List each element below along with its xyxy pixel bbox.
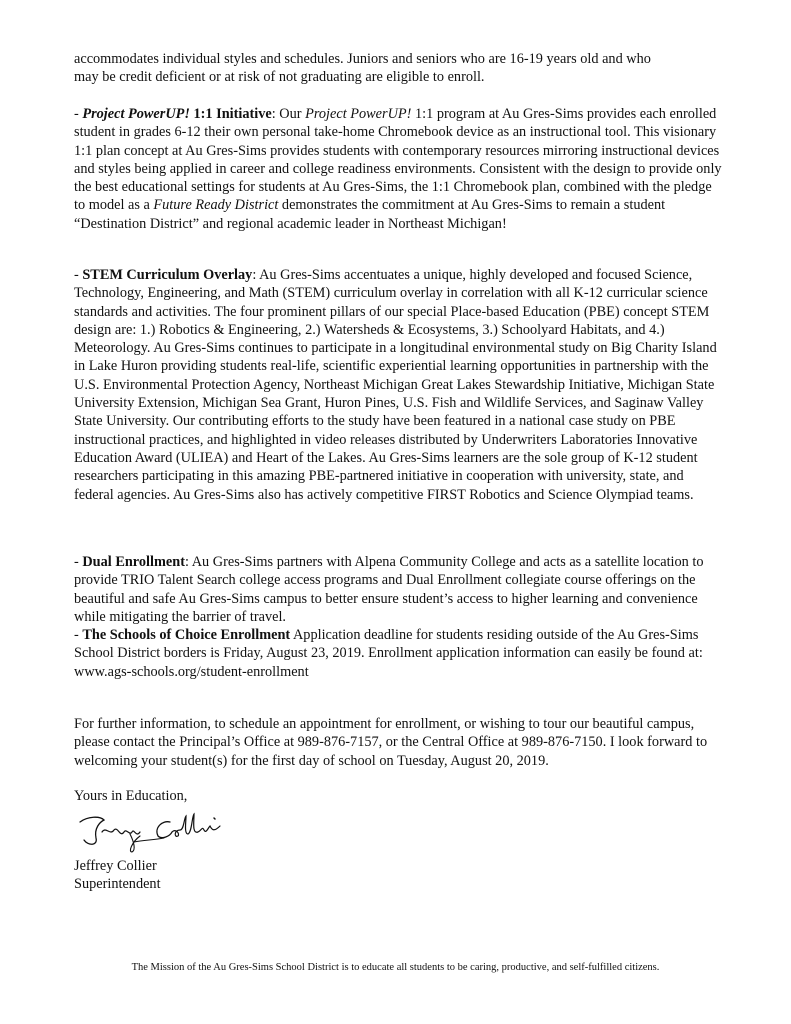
powerup-title-italic: Project PowerUP! xyxy=(82,106,190,122)
salutation xyxy=(74,787,724,805)
schools-of-choice-paragraph xyxy=(74,626,724,681)
stem-title: STEM Curriculum Overlay xyxy=(82,267,253,283)
signer-name: Jeffrey Collier xyxy=(74,858,157,874)
powerup-program-name: Project PowerUP! xyxy=(305,106,412,122)
salutation-text: Yours in Education, xyxy=(74,788,188,804)
schools-of-choice-body: deadline for students residing outside of the Au Gres-Sims School District borders is Friday, August 23, 2019. Enrollment application information can easily be found at: www.ags-schools.org/student-enrollment xyxy=(74,627,703,680)
closing-text: For further information, to schedule an appointment for enrollment, or wishing to tour our beautiful campus, please contact the Principal’s Office at 989-876-7157, or the Central Office at 989-876-7150. I look forward to welcoming your student(s) for the first day of school on Tuesday, August 20, 2019. xyxy=(74,716,708,769)
signer-block xyxy=(74,857,724,894)
closing-paragraph xyxy=(74,715,724,770)
bullet-dash: - xyxy=(74,267,83,283)
intro-line-2: may be credit deficient or at risk of not graduating are eligible to enroll. xyxy=(74,69,485,86)
schools-of-choice-title-rest: Application xyxy=(290,627,361,643)
powerup-paragraph xyxy=(74,105,724,233)
stem-paragraph xyxy=(74,266,724,504)
signer-title: Superintendent xyxy=(74,876,161,893)
intro-line-1: accommodates individual styles and schedules. Juniors and seniors who are 16-19 years old and who xyxy=(74,51,651,67)
bullet-dash: - xyxy=(74,554,83,570)
dual-enrollment-body: : Au Gres-Sims partners with Alpena Community College and acts as a satellite location to provide TRIO Talent Search college access programs and Dual Enrollment collegiate course offerings on the beautiful and safe Au Gres-Sims campus to better ensure student’s access to higher learning and convenience while mitigating the barrier of travel. xyxy=(74,554,704,625)
dual-enrollment-title: Dual Enrollment xyxy=(82,554,185,570)
powerup-lead: : Our xyxy=(271,106,306,122)
dual-enrollment-paragraph xyxy=(74,553,724,626)
schools-of-choice-title: The Schools of Choice Enrollment xyxy=(82,627,291,643)
stem-body: : Au Gres-Sims accentuates a unique, highly developed and focused Science, Technology, Engineering, and Math (STEM) curriculum overlay in correlation with all K-12 curricular science standards and activities. The four prominent pillars of our special Place-based Education (PBE) concept STEM design are: 1.) Robotics & Engineering, 2.) Watersheds & Ecosystems, 3.) Schoolyard Habitats, and 4.) Meteorology. Au Gres-Sims continues to participate in a longitudinal environmental study on Big Charity Island in Lake Huron providing students real-life, scientific experiential learning opportunities in partnership with the U.S. Environmental Protection Agency, Northeast Michigan Great Lakes Stewardship Initiative, Michigan State University Extension, Michigan Sea Grant, Huron Pines, U.S. Fish and Wildlife Services, and Saginaw Valley State University. Our contributing efforts to the study have been featured in a national case study on PBE instructional practices, and highlighted in video releases distributed by Underwriters Laboratories Innovative Education Award (ULIEA) and Heart of the Lakes. Au Gres-Sims learners are the sole group of K-12 student researchers participating in this amazing PBE-partnered initiative in cooperation with university, state, and federal agencies. Au Gres-Sims also has actively competitive FIRST Robotics and Science Olympiad teams. xyxy=(74,267,717,503)
powerup-body-2: demonstrates the commitment at Au Gres-Sims to remain a student “Destination District” and regional academic leader in Northeast Michigan! xyxy=(74,197,666,232)
future-ready-district: Future Ready District xyxy=(153,197,279,214)
mission-footer: The Mission of the Au Gres-Sims School District is to educate all students to be caring, productive, and self-fulfilled citizens. xyxy=(131,962,660,973)
bullet-dash: - xyxy=(74,627,83,643)
bullet-dash: - xyxy=(74,106,83,122)
handwritten-signature xyxy=(74,808,224,854)
powerup-body-1: 1:1 program at Au Gres-Sims provides each enrolled student in grades 6-12 their own personal take-home Chromebook device as an instructional tool. This visionary 1:1 plan concept at Au Gres-Sims provides students with contemporary resources mirroring instructional devices and styles being applied in career and college readiness environments. Consistent with the design to provide only the best educational settings for students at Au Gres-Sims, the 1:1 Chromebook plan, combined with the pledge to model as a xyxy=(74,106,722,214)
powerup-title-bold: 1:1 Initiative xyxy=(189,106,272,122)
intro-paragraph xyxy=(74,50,724,87)
